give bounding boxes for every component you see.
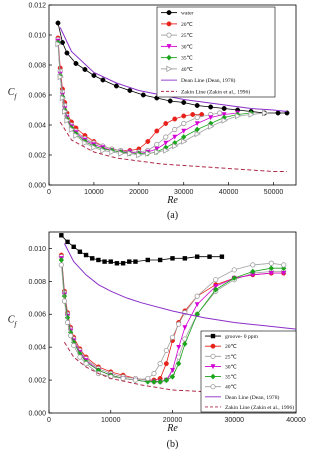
legend	[201, 331, 296, 412]
legend-label: Zakin Line (Zakin et al., 1996)	[181, 89, 251, 96]
x-tick-label: 20000	[129, 189, 149, 196]
x-tick-label: 40000	[286, 417, 306, 424]
data-point	[114, 84, 118, 88]
y-tick-label: 0.006	[28, 311, 46, 319]
legend-label: 40℃	[225, 384, 237, 391]
y-tick-label: 0.010	[28, 32, 46, 40]
data-point	[182, 341, 187, 347]
legend-label: 30℃	[225, 364, 237, 371]
y-tick-label: 0.012	[28, 2, 46, 10]
data-point	[152, 371, 156, 375]
data-point	[109, 259, 113, 263]
x-tick-label: 0	[47, 189, 51, 196]
x-tick-label: 30000	[224, 417, 244, 424]
legend-label: 30℃	[181, 44, 193, 51]
data-point	[208, 105, 212, 109]
data-point	[74, 61, 78, 65]
legend-marker	[211, 334, 215, 338]
data-point	[182, 100, 186, 104]
legend-marker	[167, 10, 171, 14]
series-line	[61, 235, 222, 263]
y-tick-label: 0.004	[28, 122, 46, 130]
y-tick-label: 0.004	[28, 344, 46, 352]
y-tick-label: 0.008	[28, 278, 46, 286]
y-axis-label-subscript: f	[14, 320, 17, 329]
data-point	[168, 99, 172, 103]
data-point	[90, 256, 94, 260]
data-point	[128, 88, 132, 92]
legend-label: Zakin Line (Zakin et al., 1996)	[225, 404, 295, 411]
legend-label: Dean Line (Dean, 1978)	[181, 78, 236, 85]
data-point	[182, 121, 186, 125]
data-point	[232, 268, 236, 272]
data-point	[84, 253, 88, 257]
data-point	[65, 51, 69, 55]
legend-label: 25℃	[181, 33, 193, 40]
data-point	[133, 378, 137, 382]
legend-marker	[167, 22, 171, 26]
data-point	[72, 245, 76, 249]
data-point	[176, 322, 180, 326]
series-0	[59, 233, 224, 265]
x-tick-label: 40000	[218, 189, 239, 196]
data-point	[176, 345, 181, 350]
data-point	[115, 261, 119, 265]
data-point	[276, 111, 280, 115]
series-6	[64, 244, 296, 330]
data-point	[92, 73, 96, 77]
data-point	[195, 131, 200, 136]
data-point	[96, 258, 100, 262]
y-axis-label: $C_f$	[7, 314, 17, 329]
data-point	[195, 294, 199, 298]
data-point	[170, 335, 174, 339]
data-point	[172, 135, 177, 140]
y-tick-label: 0.008	[28, 62, 46, 70]
data-point	[214, 278, 218, 282]
x-axis-label: Re	[167, 195, 178, 206]
legend-label: groove- 0 ppm	[225, 334, 258, 341]
y-tick-label: 0.006	[28, 92, 46, 100]
y-tick-label: 0.000	[28, 410, 46, 418]
data-point	[173, 117, 177, 121]
data-point	[158, 258, 162, 262]
legend-marker	[211, 354, 215, 358]
data-point	[208, 115, 213, 120]
legend-label: 35℃	[181, 55, 193, 62]
x-tick-label: 0	[47, 417, 51, 424]
data-point	[164, 361, 168, 365]
data-point	[181, 129, 186, 134]
data-point	[222, 106, 226, 110]
data-point	[146, 376, 150, 380]
data-point	[146, 139, 150, 143]
data-point	[195, 302, 200, 307]
data-point	[173, 127, 177, 131]
data-point	[78, 250, 82, 254]
data-point	[133, 259, 137, 263]
panel-label: (b)	[166, 439, 179, 450]
x-tick-label: 10000	[84, 189, 104, 196]
data-point	[164, 348, 168, 352]
legend-label: Dean Line (Dean, 1978)	[225, 394, 280, 401]
data-point	[195, 121, 200, 126]
data-point	[183, 256, 187, 260]
legend-label: water	[181, 10, 194, 17]
y-tick-label: 0.002	[28, 377, 46, 385]
chart-panel-b	[8, 232, 306, 450]
data-point	[102, 259, 106, 263]
data-point	[217, 111, 221, 115]
y-axis-label-subscript: f	[14, 93, 17, 101]
data-point	[220, 254, 224, 258]
legend-marker	[211, 384, 215, 388]
data-point	[195, 254, 199, 258]
legend	[157, 7, 275, 97]
y-tick-label: 0.000	[28, 182, 46, 190]
data-point	[195, 115, 199, 119]
data-point	[83, 67, 87, 71]
data-point	[56, 21, 60, 25]
data-point	[72, 343, 76, 347]
data-point	[146, 258, 150, 262]
data-point	[182, 325, 187, 330]
data-point	[164, 135, 168, 139]
x-axis-label: Re	[167, 423, 178, 434]
chart-panel-a	[8, 2, 296, 221]
data-point	[121, 376, 125, 380]
y-tick-label: 0.010	[28, 245, 46, 253]
data-point	[65, 320, 69, 324]
data-point	[141, 93, 145, 97]
panel-label: (a)	[166, 210, 179, 221]
legend-label: 40℃	[181, 66, 193, 73]
x-tick-label: 10000	[101, 417, 121, 424]
x-tick-label: 50000	[263, 189, 284, 196]
series-line	[64, 244, 296, 330]
data-point	[68, 333, 72, 337]
data-point	[127, 259, 131, 263]
data-point	[59, 263, 63, 267]
data-point	[84, 361, 88, 365]
data-point	[170, 256, 174, 260]
data-point	[251, 263, 255, 267]
data-point	[62, 299, 66, 303]
data-point	[78, 355, 82, 359]
data-point	[281, 263, 285, 267]
data-point	[155, 129, 159, 133]
data-point	[101, 78, 105, 82]
y-axis-label: $C_f$	[7, 87, 17, 101]
legend-marker	[211, 344, 215, 348]
data-point	[182, 139, 187, 144]
data-point	[59, 233, 63, 237]
legend-label: 25℃	[225, 354, 237, 361]
data-point	[155, 142, 159, 146]
data-point	[158, 361, 162, 365]
data-point	[195, 103, 199, 107]
data-point	[191, 112, 195, 116]
x-tick-label: 30000	[173, 189, 194, 196]
legend-label: 20℃	[225, 344, 237, 351]
y-tick-label: 0.002	[28, 152, 46, 160]
legend-marker	[167, 33, 171, 37]
data-point	[269, 261, 273, 265]
data-point	[164, 121, 168, 125]
legend-label: 35℃	[225, 374, 237, 381]
legend-label: 20℃	[181, 21, 193, 28]
data-point	[121, 261, 125, 265]
data-point	[182, 114, 186, 118]
data-point	[207, 254, 211, 258]
x-tick-label: 20000	[162, 417, 183, 424]
data-point	[65, 240, 69, 244]
